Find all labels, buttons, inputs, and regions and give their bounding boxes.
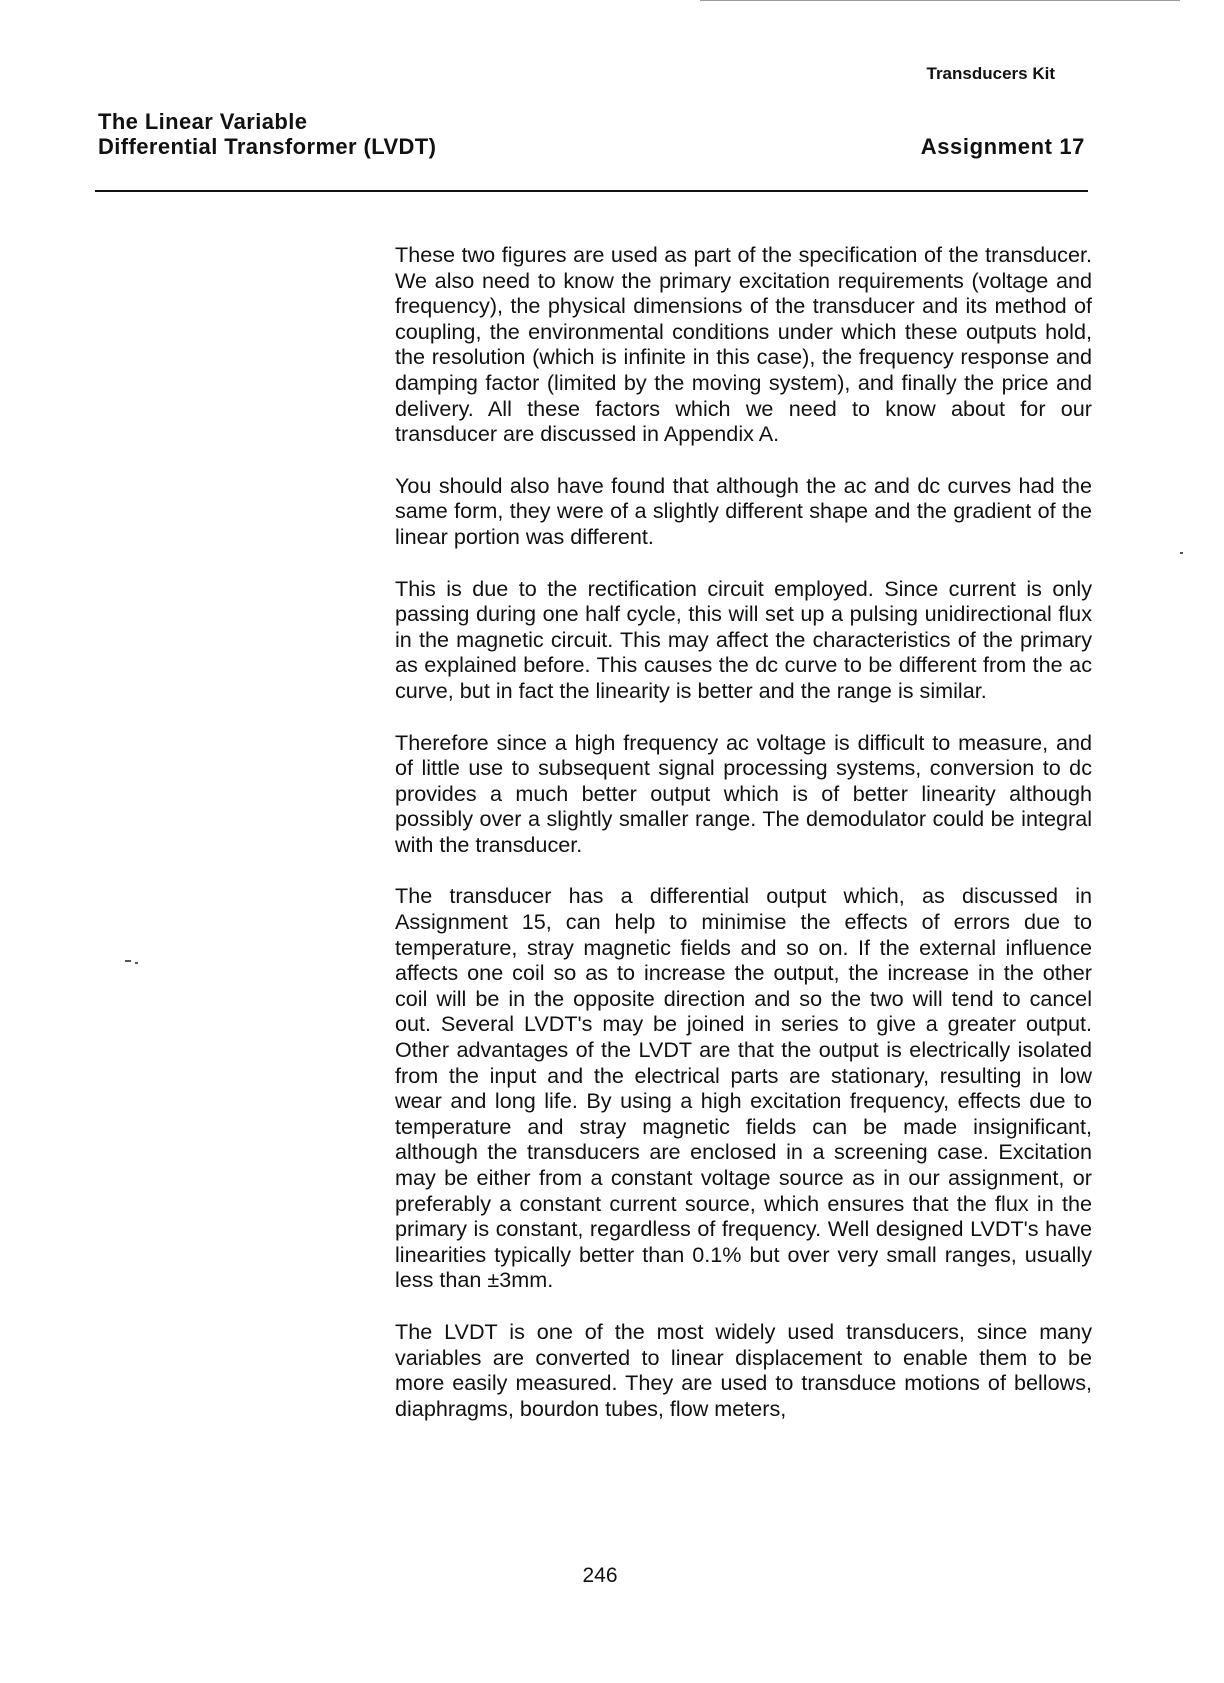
scan-edge-line: [700, 0, 1180, 1]
paragraph-conversion: Therefore since a high frequency ac voltage is difficult to measure, and of little use to subsequent signal processing systems, conversion to dc provides a much better output which is of better linearity although possibly over a slightly smaller range. The demodulator could be integral with the transducer.: [395, 729, 1092, 857]
scan-speck: [125, 960, 131, 962]
title-line-2: Differential Transformer (LVDT): [98, 134, 437, 159]
paragraph-specification: These two figures are used as part of the specification of the transducer. We also need to know the primary excitation requirements (voltage and frequency), the physical dimensions of the transducer and its method of coupling, the environmental conditions under which these outputs hold, the resolution (which is infinite in this case), the frequency response and damping factor (limited by the moving system), and finally the price and delivery. All these factors which we need to know about for our transducer are discussed in Appendix A.: [395, 242, 1092, 447]
body-text: [395, 242, 1092, 1447]
paragraph-differential-output: The transducer has a differential output which, as discussed in Assignment 15, can help to minimise the effects of errors due to temperature, stray magnetic fields and so on. If the external influence affects one coil so as to increase the output, the increase in the other coil will be in the opposite direction and so the two will tend to cancel out. Several LVDT's may be joined in series to give a greater output. Other advantages of the LVDT are that the output is electrically isolated from the input and the electrical parts are stationary, resulting in low wear and long life. By using a high excitation frequency, effects due to temperature and stray magnetic fields can be made insignificant, although the transducers are enclosed in a screening case. Excitation may be either from a constant voltage source as in our assignment, or preferably a constant current source, which ensures that the flux in the primary is constant, regardless of frequency. Well designed LVDT's have linearities typically better than 0.1% but over very small ranges, usually less than ±3mm.: [395, 883, 1092, 1293]
paragraph-rectification: This is due to the rectification circuit employed. Since current is only passing during one half cycle, this will set up a pulsing unidirectional flux in the magnetic circuit. This may affect the characteristics of the primary as explained before. This causes the dc curve to be different from the ac curve, but in fact the linearity is better and the range is similar.: [395, 575, 1092, 703]
assignment-label: Assignment 17: [920, 134, 1085, 159]
page-number: 246: [582, 1564, 618, 1587]
kit-label: Transducers Kit: [926, 64, 1055, 83]
paragraph-applications: The LVDT is one of the most widely used transducers, since many variables are converted to linear displacement to enable them to be more easily measured. They are used to transduce motions of bellows, diaphragms, bourdon tubes, flow meters,: [395, 1318, 1092, 1421]
scan-speck: [135, 962, 138, 964]
document-title: [98, 109, 436, 159]
paragraph-curves: You should also have found that although the ac and dc curves had the same form, they were of a slightly different shape and the gradient of the linear portion was different.: [395, 472, 1092, 549]
header-divider: [95, 190, 1088, 192]
title-line-1: The Linear Variable: [98, 109, 308, 134]
scan-speck: [1180, 552, 1183, 554]
